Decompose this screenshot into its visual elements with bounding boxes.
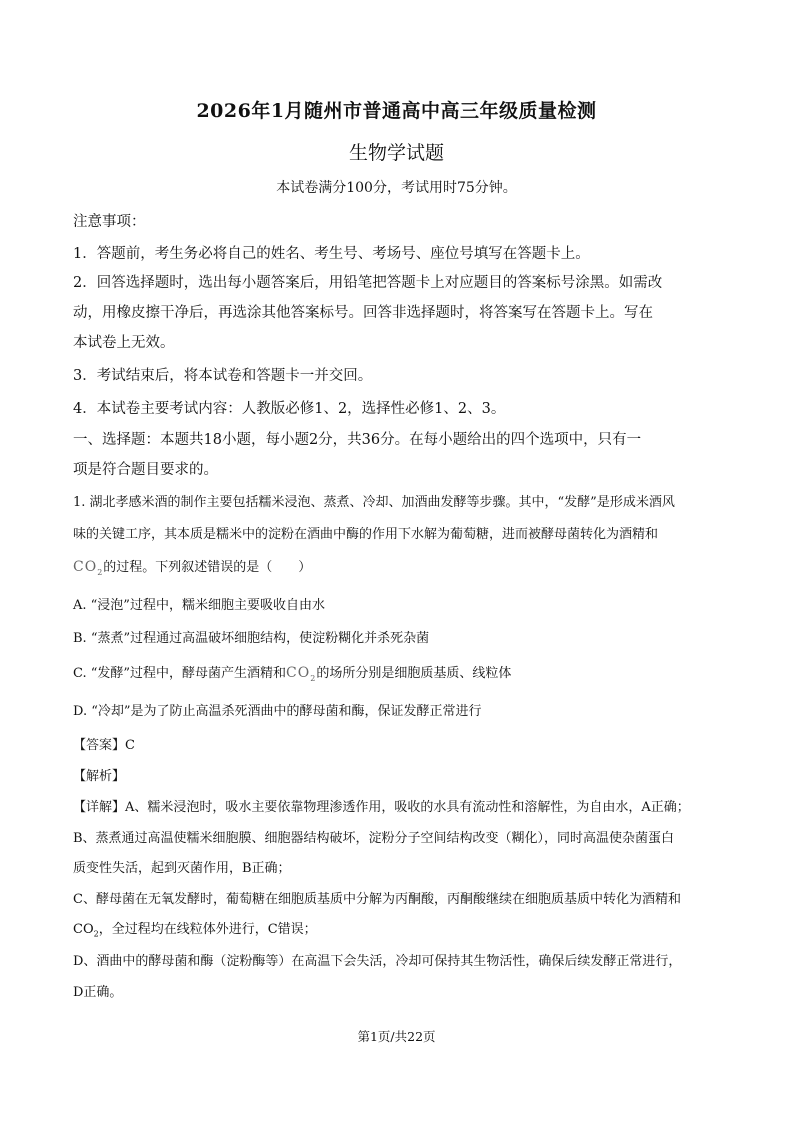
co2-formula: $CO_2$ bbox=[286, 665, 317, 683]
explanation-line-3: 质变性失活，起到灭菌作用，B正确； bbox=[73, 861, 291, 876]
answer-line bbox=[73, 734, 733, 753]
exam-title: 2026年1月随州市普通高中高三年级质量检测 bbox=[196, 100, 597, 122]
question-1-stem-line-3: $CO_2$的过程。下列叙述错误的是（ ） bbox=[73, 559, 312, 577]
explanation-line-5: $CO_2$，全过程均在线粒体外进行，C错误； bbox=[73, 922, 317, 939]
explanation-line-7: D正确。 bbox=[73, 985, 123, 1000]
note-4: 4．本试卷主要考试内容：人教版必修1、2，选择性必修1、2、3。 bbox=[73, 401, 506, 417]
note-2-line-3: 本试卷上无效。 bbox=[73, 335, 175, 351]
explanation-line-2: B、蒸煮通过高温使糯米细胞膜、细胞器结构破坏，淀粉分子空间结构改变（糊化），同时高温使杂菌蛋白 bbox=[73, 831, 675, 846]
analysis-label: 【解析】 bbox=[73, 769, 126, 784]
option-a: A. “浸泡”过程中，糯米细胞主要吸收自由水 bbox=[73, 598, 325, 613]
question-1-stem-line-2: 味的关键工序，其本质是糯米中的淀粉在酒曲中酶的作用下水解为葡萄糖，进而被酵母菌转化为酒精和 bbox=[73, 527, 659, 542]
note-2-line-1: 2．回答选择题时，选出每小题答案后，用铅笔把答题卡上对应题目的答案标号涂黑。如需改 bbox=[73, 275, 663, 291]
option-d: D. “冷却”是为了防止高温杀死酒曲中的酵母菌和酶，保证发酵正常进行 bbox=[73, 704, 482, 719]
note-1: 1．答题前，考生务必将自己的姓名、考生号、考场号、座位号填写在答题卡上。 bbox=[73, 246, 590, 262]
subject-title: 生物学试题 bbox=[348, 142, 444, 164]
answer-label: 【答案】 bbox=[73, 738, 126, 753]
exam-info: 本试卷满分100分，考试用时75分钟。 bbox=[276, 180, 517, 196]
option-b: B. “蒸煮”过程通过高温破坏细胞结构，使淀粉糊化并杀死杂菌 bbox=[73, 631, 430, 646]
explanation-line-6: D、酒曲中的酵母菌和酶（淀粉酶等）在高温下会失活，冷却可保持其生物活性，确保后续发酵正常进行， bbox=[73, 954, 682, 969]
section-heading-line-1: 一、选择题：本题共18小题，每小题2分，共36分。在每小题给出的四个选项中，只有一 bbox=[73, 432, 642, 448]
question-1-stem-line-1: 1. 湖北孝感米酒的制作主要包括糯米浸泡、蒸煮、冷却、加酒曲发酵等步骤。其中，“发酵”是形成米酒风 bbox=[73, 495, 675, 510]
explanation-line-4: C、酵母菌在无氧发酵时，葡萄糖在细胞质基质中分解为丙酮酸，丙酮酸继续在细胞质基质中转化为酒精和 bbox=[73, 892, 681, 907]
answer-value: C bbox=[125, 738, 135, 753]
option-c: C. “发酵”过程中，酵母菌产生酒精和$CO_2$的场所分别是细胞质基质、线粒体 bbox=[73, 665, 512, 683]
note-3: 3．考试结束后，将本试卷和答题卡一并交回。 bbox=[73, 368, 373, 384]
co2-formula: $CO_2$ bbox=[73, 559, 104, 577]
notes-heading: 注意事项： bbox=[73, 214, 146, 230]
section-heading-line-2: 项是符合题目要求的。 bbox=[73, 462, 218, 478]
note-2-line-2: 动，用橡皮擦干净后，再选涂其他答案标号。回答非选择题时，将答案写在答题卡上。写在 bbox=[73, 305, 653, 321]
explanation-line-1: 【详解】A、糯米浸泡时，吸水主要依靠物理渗透作用，吸收的水具有流动性和溶解性，为自由水，A正确； bbox=[73, 800, 690, 815]
page-number: 第1页/共22页 bbox=[357, 1029, 436, 1044]
